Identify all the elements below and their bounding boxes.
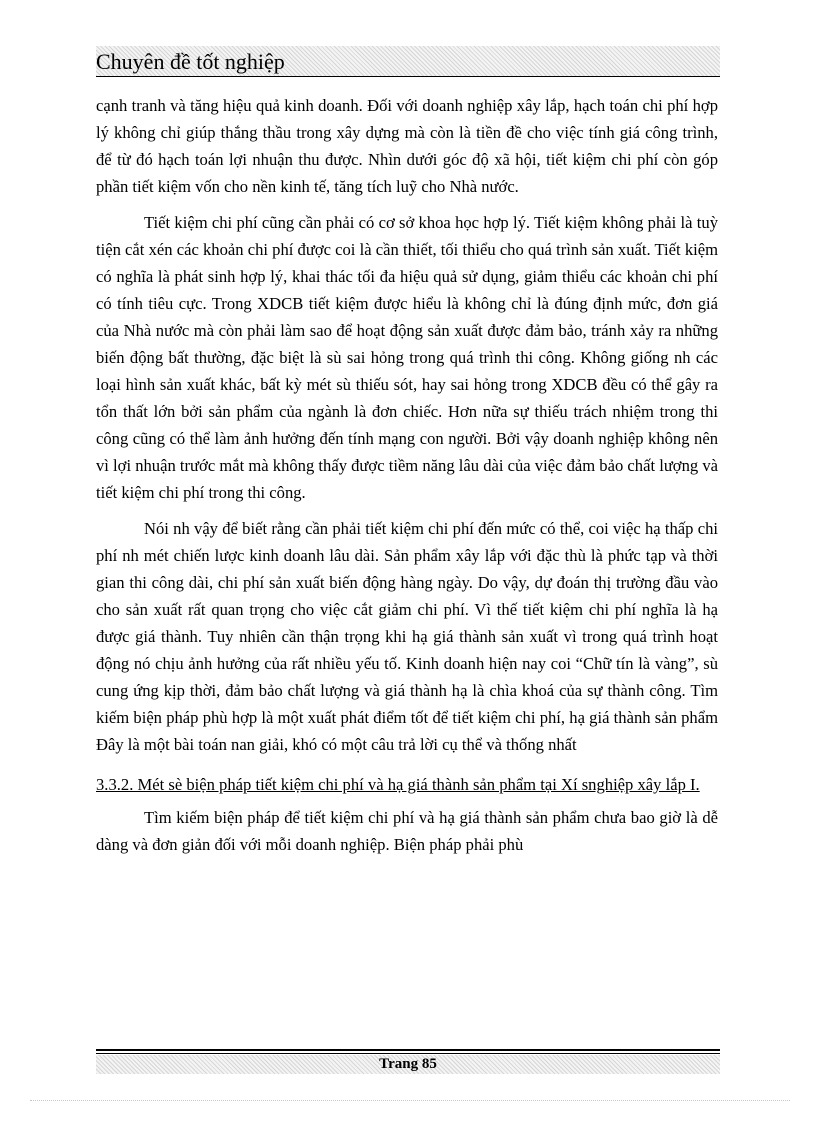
page-header-title: Chuyên đề tốt nghiệp xyxy=(96,49,285,74)
footer-divider-thick xyxy=(96,1049,720,1051)
header-divider xyxy=(96,76,720,77)
document-body xyxy=(96,92,718,858)
footer-divider-thin xyxy=(96,1053,720,1054)
page-number: Trang 85 xyxy=(379,1056,437,1072)
page-edge xyxy=(30,1100,790,1101)
section-heading-text: 3.3.2. Mét sè biện pháp tiết kiệm chi phí và hạ giá thành sản phẩm tại Xí snghiệp xây lắp I. xyxy=(96,775,700,794)
footer-band xyxy=(96,1055,720,1074)
paragraph-1: cạnh tranh và tăng hiệu quả kinh doanh. Đối với doanh nghiệp xây lắp, hạch toán chi phí hợp lý không chỉ giúp thắng thầu trong xây dựng mà còn là tiền đề cho việc tính giá công trình, để từ đó hạch toán lợi nhuận thu được. Nhìn dưới góc độ xã hội, tiết kiệm chi phí còn góp phần tiết kiệm vốn cho nền kinh tế, tăng tích luỹ cho Nhà nước. xyxy=(96,96,718,196)
paragraph-3: Nói nh vậy để biết rằng cần phải tiết kiệm chi phí đến mức có thể, coi việc hạ thấp chi phí nh mét chiến lược kinh doanh lâu dài. Sản phẩm xây lắp với đặc thù là phức tạp và thời gian thi công dài, chi phí sản xuất biến động hàng ngày. Do vậy, dự đoán thị trường đầu vào cho sản xuất rất quan trọng cho việc cắt giảm chi phí. Vì thế tiết kiệm chi phí nghĩa là hạ được giá thành. Tuy nhiên cần thận trọng khi hạ giá thành sản xuất vì trong quá trình hoạt động nó chịu ảnh hưởng của rất nhiều yếu tố. Kinh doanh hiện nay coi “Chữ tín là vàng”, sù cung ứng kịp thời, đảm bảo chất lượng và giá thành hạ là chìa khoá của sự thành công. Tìm kiếm biện pháp phù hợp là một xuất phát điểm tốt để tiết kiệm chi phí, hạ giá thành sản phẩm Đây là một bài toán nan giải, khó có một câu trả lời cụ thể và thống nhất xyxy=(96,519,718,754)
section-heading xyxy=(96,771,718,798)
paragraph-2: Tiết kiệm chi phí cũng cần phải có cơ sở khoa học hợp lý. Tiết kiệm không phải là tuỳ tiện cắt xén các khoản chi phí được coi là cần thiết, tối thiểu cho quá trình sản xuất. Tiết kiệm có nghĩa là phát sinh hợp lý, khai thác tối đa hiệu quả sử dụng, giảm thiểu các khoản chi phí có tính tiêu cực. Trong XDCB tiết kiệm được hiểu là không chỉ là đúng định mức, đơn giá của Nhà nước mà còn phải làm sao để hoạt động sản xuất được đảm bảo, tránh xảy ra những biến động bất thường, đặc biệt là sù sai hỏng trong quá trình thi công. Không giống nh các loại hình sản xuất khác, bất kỳ mét sù thiếu sót, hay sai hỏng trong XDCB đều có thể gây ra tổn thất lớn bởi sản phẩm của ngành là đơn chiếc. Hơn nữa sự thiếu trách nhiệm trong thi công cũng có thể làm ảnh hưởng đến tính mạng con người. Bởi vậy doanh nghiệp không nên vì lợi nhuận trước mắt mà không thấy được tiềm năng lâu dài của việc đảm bảo chất lượng và tiết kiệm chi phí trong thi công. xyxy=(96,213,718,502)
paragraph-4: Tìm kiếm biện pháp để tiết kiệm chi phí và hạ giá thành sản phẩm chưa bao giờ là dễ dàng và đơn giản đối với mỗi doanh nghiệp. Biện pháp phải phù xyxy=(96,808,718,854)
